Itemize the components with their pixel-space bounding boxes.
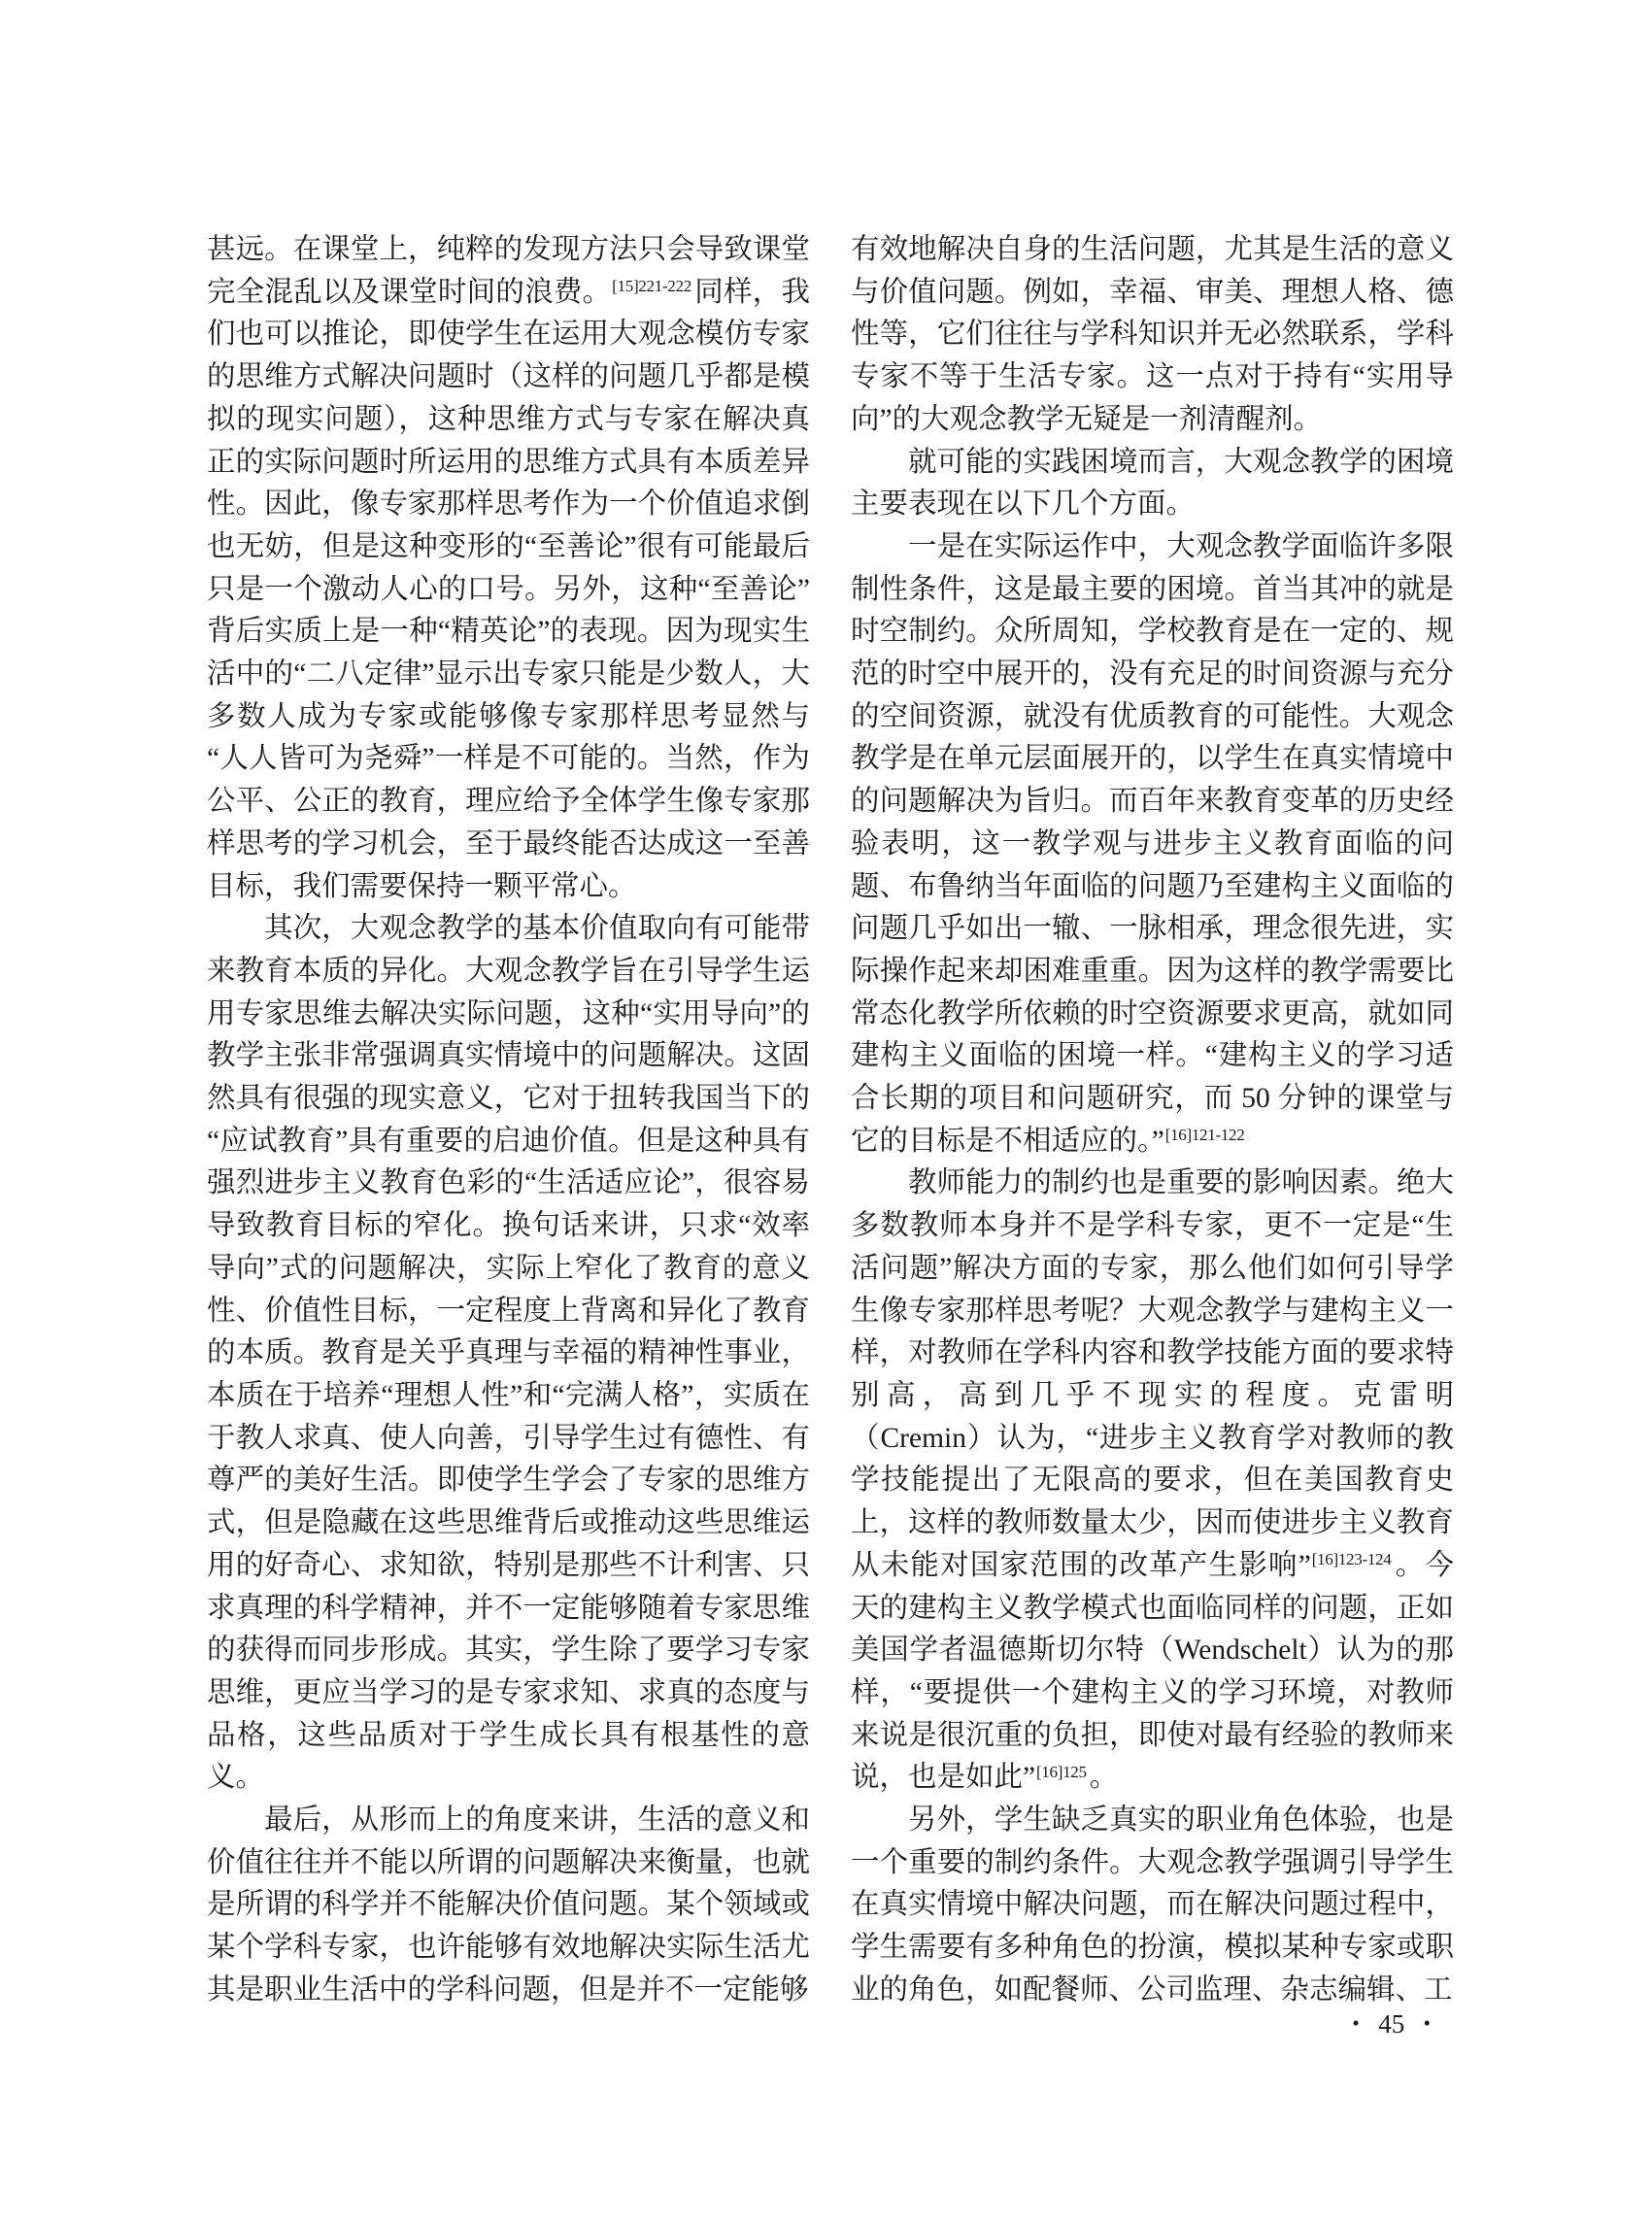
right-column (851, 229, 1454, 2012)
text-run: 同样，我们也可以推论，即使学生在运用大观念模仿专家的思维方式解决问题时（这样的问题几乎都是模拟的现实问题），这种思维方式与专家在解决真正的实际问题时所运用的思维方式具有本质差异性。因此，像专家那样思考作为一个价值追求倒也无妨，但是这种变形的“至善论”很有可能最后只是一个激动人心的口号。另外，这种“至善论”背后实质上是一种“精英论”的表现。因为现实生活中的“二八定律”显示出专家只能是少数人，大多数人成为专家或能够像专家那样思考显然与“人人皆可为尧舜”一样是不可能的。当然，作为公平、公正的教育，理应给予全体学生像专家那样思考的学习机会，至于最终能否达成这一至善目标，我们需要保持一颗平常心。 (207, 276, 810, 902)
text-run: 其次，大观念教学的基本价值取向有可能带来教育本质的异化。大观念教学旨在引导学生运用专家思维去解决实际问题，这种“实用导向”的教学主张非常强调真实情境中的问题解决。这固然具有很强的现实意义，它对于扭转我国当下的“应试教育”具有重要的启迪价值。但是这种具有强烈进步主义教育色彩的“生活适应论”，很容易导致教育目标的窄化。换句话来讲，只求“效率导向”式的问题解决，实际上窄化了教育的意义性、价值性目标，一定程度上背离和异化了教育的本质。教育是关乎真理与幸福的精神性事业，本质在于培养“理想人性”和“完满人格”，实质在于教人求真、使人向善，引导学生过有德性、有尊严的美好生活。即使学生学会了专家的思维方式，但是隐藏在这些思维背后或推动这些思维运用的好奇心、求知欲，特别是那些不计利害、只求真理的科学精神，并不一定能够随着专家思维的获得而同步形成。其实，学生除了要学习专家思维，更应当学习的是专家求知、求真的态度与品格，这些品质对于学生成长具有根基性的意义。 (207, 913, 811, 1794)
text-run: 教师能力的制约也是重要的影响因素。绝大多数教师本身并不是学科专家，更不一定是“生活问题”解决方面的专家，那么他们如何引导学生像专家那样思考呢？大观念教学与建构主义一样，对教师在学科内容和教学技能方面的要求特别高，高到几乎不现实的程度。克雷明（Cremin）认为，“进步主义教育学对教师的教学技能提出了无限高的要求，但在美国教育史上，这样的教师数量太少，因而使进步主义教育从未能对国家范围的改革产生影响” (851, 1167, 1454, 1581)
paragraph (851, 1800, 1454, 2012)
citation-marker: [16]123-124 (1311, 1550, 1392, 1569)
page-footer (851, 2006, 1454, 2040)
left-column (207, 229, 810, 2012)
text-run: 有效地解决自身的生活问题，尤其是生活的意义与价值问题。例如，幸福、审美、理想人格、德性等，它们往往与学科知识并无必然联系，学科专家不等于生活专家。这一点对于持有“实用导向”的大观念教学无疑是一剂清醒剂。 (851, 234, 1454, 435)
paragraph (207, 908, 810, 1800)
footer-dot-right: • (1423, 2011, 1431, 2035)
paragraph (851, 526, 1454, 1163)
text-run: 最后，从形而上的角度来讲，生活的意义和价值往往并不能以所谓的问题解决来衡量，也就是所谓的科学并不能解决价值问题。某个领域或某个学科专家，也许能够有效地解决实际生活尤其是职业生活中的学科问题，但是并不一定能够 (207, 1804, 810, 2006)
text-run: 甚远。在课堂上，纯粹的发现方法只会导致课堂完全混乱以及课堂时间的浪费。 (207, 234, 810, 308)
paragraph (851, 229, 1454, 442)
text-run: 一是在实际运作中，大观念教学面临许多限制性条件，这是最主要的困境。首当其冲的就是时空制约。众所周知，学校教育是在一定的、规范的时空中展开的，没有充足的时间资源与充分的空间资源，就没有优质教育的可能性。大观念教学是在单元层面展开的，以学生在真实情境中的问题解决为旨归。而百年来教育变革的历史经验表明，这一教学观与进步主义教育面临的问题、布鲁纳当年面临的问题乃至建构主义面临的问题几乎如出一辙、一脉相承，理念很先进，实际操作起来却困难重重。因为这样的教学需要比常态化教学所依赖的时空资源要求更高，就如同建构主义面临的困境一样。“建构主义的学习适合长期的项目和问题研究，而 50 分钟的课堂与它的目标是不相适应的。” (851, 530, 1454, 1157)
text-run: 。 (1089, 1762, 1119, 1794)
paragraph (207, 229, 810, 908)
text-run: 就可能的实践困境而言，大观念教学的困境主要表现在以下几个方面。 (851, 446, 1454, 521)
paragraph (851, 1163, 1454, 1800)
paragraph (851, 442, 1454, 526)
page-number: 45 (1378, 2008, 1405, 2039)
paragraph (207, 1800, 810, 2012)
citation-marker: [16]121-122 (1164, 1126, 1245, 1145)
text-run: 另外，学生缺乏真实的职业角色体验，也是一个重要的制约条件。大观念教学强调引导学生在真实情境中解决问题，而在解决问题过程中，学生需要有多种角色的扮演，模拟某种专家或职业的角色，如配餐师、公司监理、杂志编辑、工 (851, 1804, 1454, 2006)
citation-marker: [15]221-222 (612, 277, 691, 296)
citation-marker: [16]125 (1035, 1762, 1087, 1781)
text-run: 。今天的建构主义教学模式也面临同样的问题，正如美国学者温德斯切尔特（Wendschelt）认为的那样，“要提供一个建构主义的学习环境，对教师来说是很沉重的负担，即使对最有经验的教师来说，也是如此” (851, 1549, 1455, 1794)
footer-dot-left: • (1352, 2011, 1360, 2035)
